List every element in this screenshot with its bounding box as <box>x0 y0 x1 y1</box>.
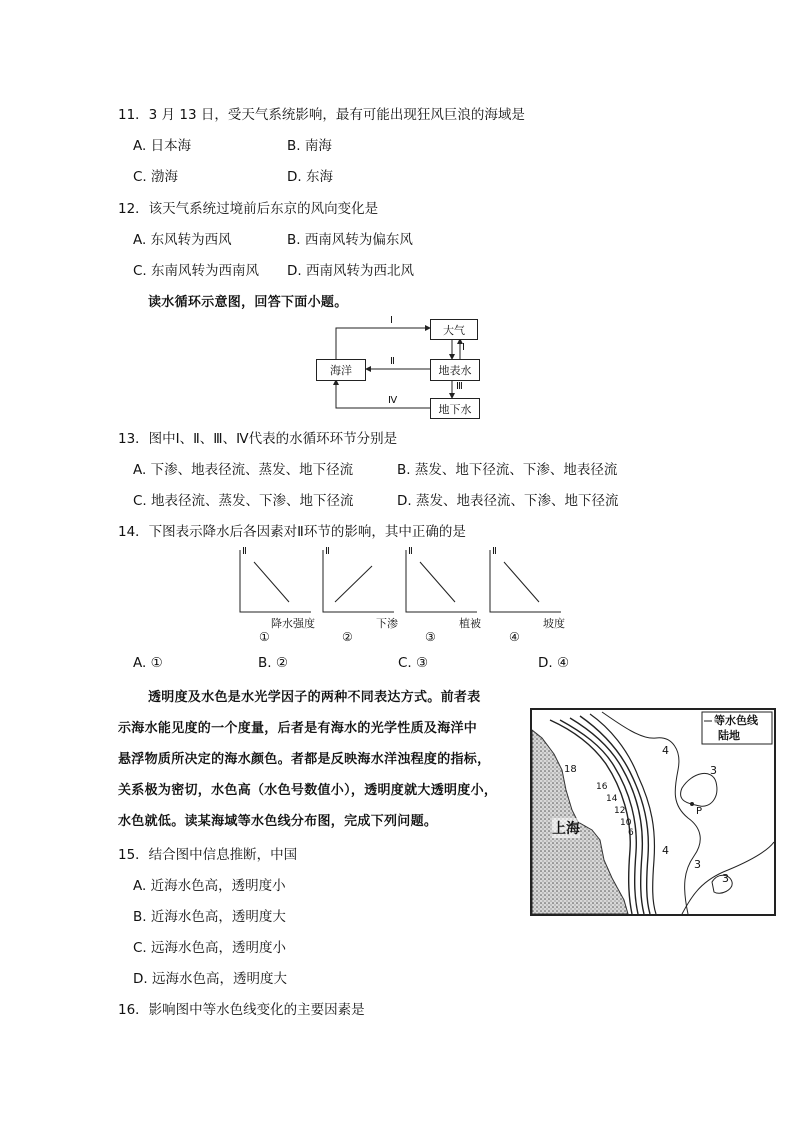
q14-graph-1 <box>237 548 317 648</box>
q14-graph-4 <box>487 548 567 648</box>
q15-option-d: D. 远海水色高，透明度大 <box>133 971 287 987</box>
q14-option-c: C. ③ <box>398 655 429 671</box>
contour-label: 3 <box>722 872 729 885</box>
color-intro-line-1: 透明度及水色是水光学因子的两种不同表达方式。前者表 <box>148 690 481 705</box>
contour-label: 10 <box>620 818 632 828</box>
graph-axes <box>406 550 477 612</box>
q12-option-b: B. 西南风转为偏东风 <box>287 232 413 248</box>
contour-label: 3 <box>694 858 701 871</box>
contour-label: 18 <box>564 764 577 775</box>
label-IV: Ⅳ <box>388 395 398 406</box>
contour-label: 4 <box>662 844 669 857</box>
q11-option-c: C. 渤海 <box>133 169 179 185</box>
q14-graph-3 <box>403 548 483 648</box>
color-intro-line-3: 悬浮物质所决定的海水颜色。者都是反映海水洋浊程度的指标， <box>118 752 491 767</box>
q11-option-a: A. 日本海 <box>133 138 192 154</box>
q13-option-b: B. 蒸发、地下径流、下渗、地表径流 <box>397 462 618 478</box>
color-intro-line-4: 关系极为密切，水色高（水色号数值小），透明度就大透明度小， <box>118 783 498 798</box>
q11-stem: 11．3 月 13 日，受天气系统影响，最有可能出现狂风巨浪的海域是 <box>118 107 525 123</box>
contour-label: 4 <box>662 744 669 757</box>
graph-trend-line <box>335 566 372 602</box>
map-legend-contour: 等水色线 <box>714 714 758 727</box>
q11-option-d: D. 东海 <box>287 169 333 185</box>
graph-number: ③ <box>425 630 436 644</box>
graph-x-label: 坡度 <box>543 617 565 630</box>
water-cycle-diagram <box>310 312 490 422</box>
q14-option-a: A. ① <box>133 655 163 671</box>
q12-option-d: D. 西南风转为西北风 <box>287 263 414 279</box>
q13-option-d: D. 蒸发、地表径流、下渗、地下径流 <box>397 493 619 509</box>
water-cycle-intro: 读水循环示意图，回答下面小题。 <box>148 295 348 310</box>
q14-graph-2 <box>320 548 400 648</box>
label-I-right: Ⅰ <box>462 342 465 353</box>
graph-number: ② <box>342 630 353 644</box>
q12-option-c: C. 东南风转为西南风 <box>133 263 260 279</box>
graph-number: ① <box>259 630 270 644</box>
graph-axes <box>240 550 311 612</box>
graph-trend-line <box>504 562 539 602</box>
q15-option-a: A. 近海水色高，透明度小 <box>133 878 286 894</box>
graph-axes <box>490 550 561 612</box>
graph-y-label: Ⅱ <box>325 546 330 557</box>
graph-x-label: 降水强度 <box>271 617 315 630</box>
graph-y-label: Ⅱ <box>492 546 497 557</box>
graph-y-label: Ⅱ <box>242 546 247 557</box>
label-II: Ⅱ <box>390 356 395 367</box>
ocean-box: 海洋 <box>316 359 366 381</box>
q15-option-c: C. 远海水色高，透明度小 <box>133 940 287 956</box>
surface-water-box: 地表水 <box>430 359 480 381</box>
q15-option-b: B. 近海水色高，透明度大 <box>133 909 286 925</box>
q11-option-b: B. 南海 <box>287 138 332 154</box>
atmosphere-box: 大气 <box>430 319 478 340</box>
contour-label: 16 <box>596 782 608 792</box>
contour-label: 14 <box>606 794 618 804</box>
map-point-p: P <box>696 806 703 817</box>
groundwater-box: 地下水 <box>430 398 480 419</box>
contour-label: 6 <box>628 828 634 838</box>
map-legend-land: 陆地 <box>718 729 740 742</box>
graph-x-label: 植被 <box>459 617 481 630</box>
graph-trend-line <box>254 562 289 602</box>
q12-option-a: A. 东风转为西风 <box>133 232 232 248</box>
q16-stem: 16．影响图中等水色线变化的主要因素是 <box>118 1002 365 1018</box>
q15-stem: 15．结合图中信息推断，中国 <box>118 847 298 863</box>
q14-option-b: B. ② <box>258 655 288 671</box>
graph-x-label: 下渗 <box>376 617 398 630</box>
q13-stem: 13．图中Ⅰ、Ⅱ、Ⅲ、Ⅳ代表的水循环环节分别是 <box>118 431 398 447</box>
graph-trend-line <box>420 562 455 602</box>
water-color-map <box>530 708 776 916</box>
q13-option-a: A. 下渗、地表径流、蒸发、地下径流 <box>133 462 354 478</box>
color-intro-line-2: 示海水能见度的一个度量，后者是有海水的光学性质及海洋中 <box>118 721 478 736</box>
color-intro-line-5: 水色就低。读某海域等水色线分布图，完成下列问题。 <box>118 814 438 829</box>
label-I-top: Ⅰ <box>390 315 393 326</box>
q14-stem: 14．下图表示降水后各因素对Ⅱ环节的影响，其中正确的是 <box>118 524 466 540</box>
contour-label: 12 <box>614 806 626 816</box>
label-III: Ⅲ <box>456 381 463 392</box>
q14-option-d: D. ④ <box>538 655 570 671</box>
graph-number: ④ <box>509 630 520 644</box>
contour-label: 3 <box>710 764 717 777</box>
graph-axes <box>323 550 394 612</box>
q13-option-c: C. 地表径流、蒸发、下渗、地下径流 <box>133 493 354 509</box>
graph-y-label: Ⅱ <box>408 546 413 557</box>
q12-stem: 12．该天气系统过境前后东京的风向变化是 <box>118 201 379 217</box>
map-city-label: 上海 <box>552 818 580 838</box>
